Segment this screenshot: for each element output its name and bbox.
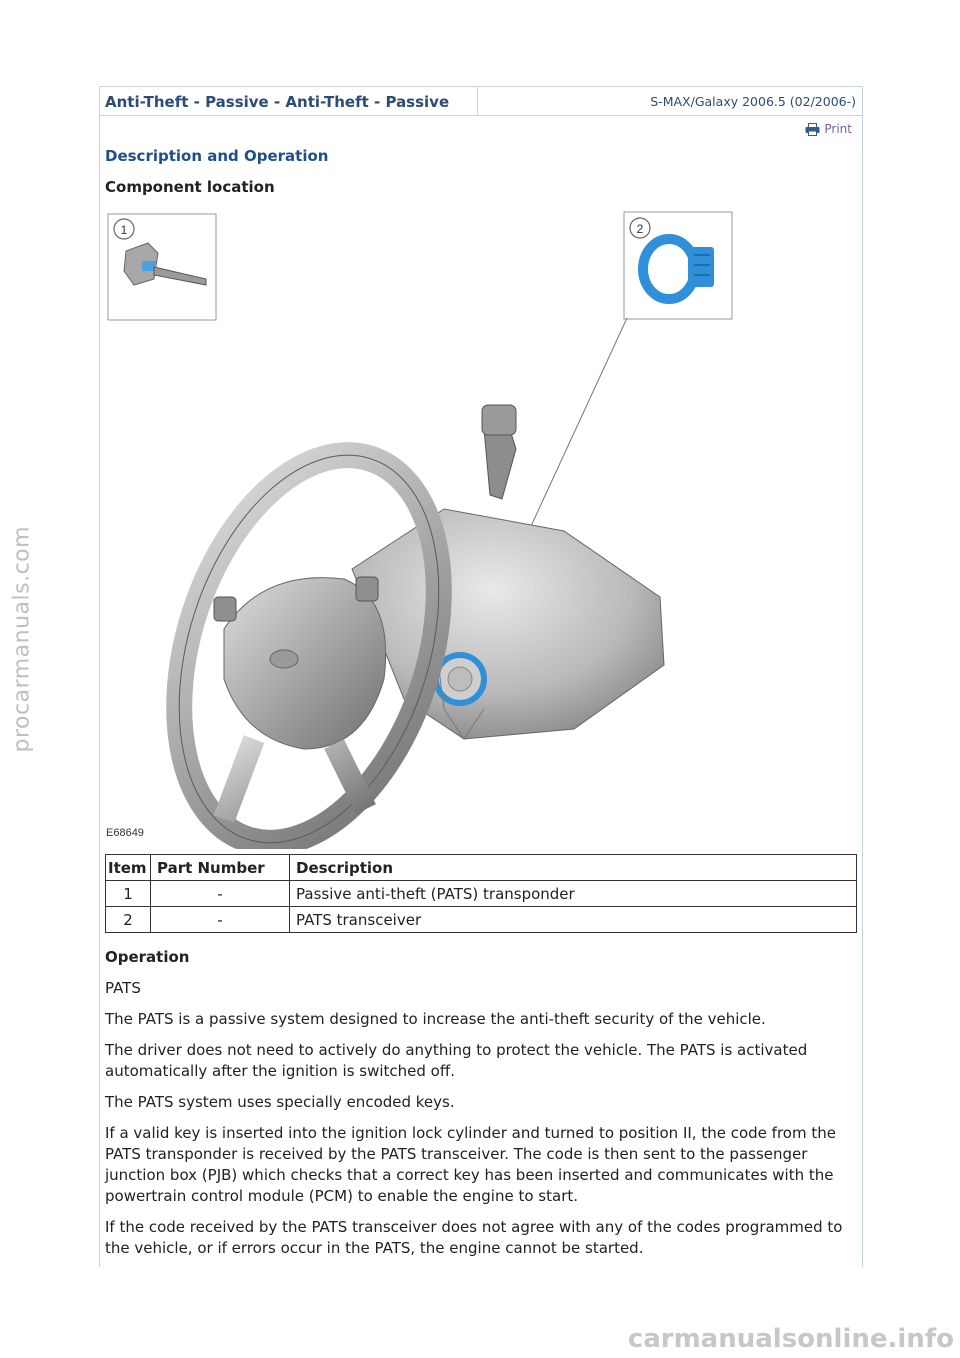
table-header-row xyxy=(106,855,857,881)
callout-1: 1 xyxy=(120,223,128,237)
table-row xyxy=(106,907,857,933)
operation-section xyxy=(105,947,845,1269)
steering-wheel-illustration xyxy=(133,422,485,849)
paragraph: The PATS is a passive system designed to increase the anti-theft security of the vehicle. xyxy=(105,1010,766,1028)
document-title: Anti-Theft - Passive - Anti-Theft - Passive xyxy=(100,87,478,115)
document-header xyxy=(100,87,862,116)
side-watermark: procarmanuals.com xyxy=(9,525,35,753)
footer-watermark: carmanualsonline.info xyxy=(627,1324,954,1354)
column-header-part-number: Part Number xyxy=(151,855,290,881)
paragraph: If the code received by the PATS transceiver does not agree with any of the codes programmed to the vehicle, or if errors occur in the PATS, the engine cannot be started. xyxy=(105,1218,843,1257)
steering-column-illustration xyxy=(352,405,664,739)
component-location-figure xyxy=(104,209,858,849)
column-header-description: Description xyxy=(290,855,857,881)
inset-pats-transceiver xyxy=(624,212,732,319)
paragraph: The driver does not need to actively do anything to protect the vehicle. The PATS is activated automatically after the ignition is switched off. xyxy=(105,1041,808,1080)
item-number: 2 xyxy=(106,907,151,933)
part-number: - xyxy=(151,881,290,907)
part-number: - xyxy=(151,907,290,933)
paragraph: PATS xyxy=(105,979,141,997)
callout-2: 2 xyxy=(636,222,644,236)
page-frame xyxy=(99,86,863,1267)
table-row xyxy=(106,881,857,907)
print-label: Print xyxy=(824,122,852,136)
part-description: PATS transceiver xyxy=(290,907,857,933)
paragraph: The PATS system uses specially encoded keys. xyxy=(105,1093,455,1111)
inset-transponder-key xyxy=(108,214,216,320)
printer-icon xyxy=(805,123,820,136)
paragraph: If a valid key is inserted into the ignition lock cylinder and turned to position II, the code from the PATS transponder is received by the PATS transceiver. The code is then sent to the passenger junction box (PJB) which checks that a correct key has been inserted and communicates with the powertrain control module (PCM) to enable the engine to start. xyxy=(105,1124,836,1205)
figure-code: E68649 xyxy=(106,827,144,839)
print-button[interactable] xyxy=(805,122,852,136)
section-subtitle: Component location xyxy=(105,178,275,196)
parts-table xyxy=(105,854,857,933)
part-description: Passive anti-theft (PATS) transponder xyxy=(290,881,857,907)
item-number: 1 xyxy=(106,881,151,907)
section-title: Description and Operation xyxy=(105,147,329,165)
model-label: S-MAX/Galaxy 2006.5 (02/2006-) xyxy=(650,94,856,109)
operation-heading: Operation xyxy=(105,948,190,966)
column-header-item: Item xyxy=(106,855,151,881)
